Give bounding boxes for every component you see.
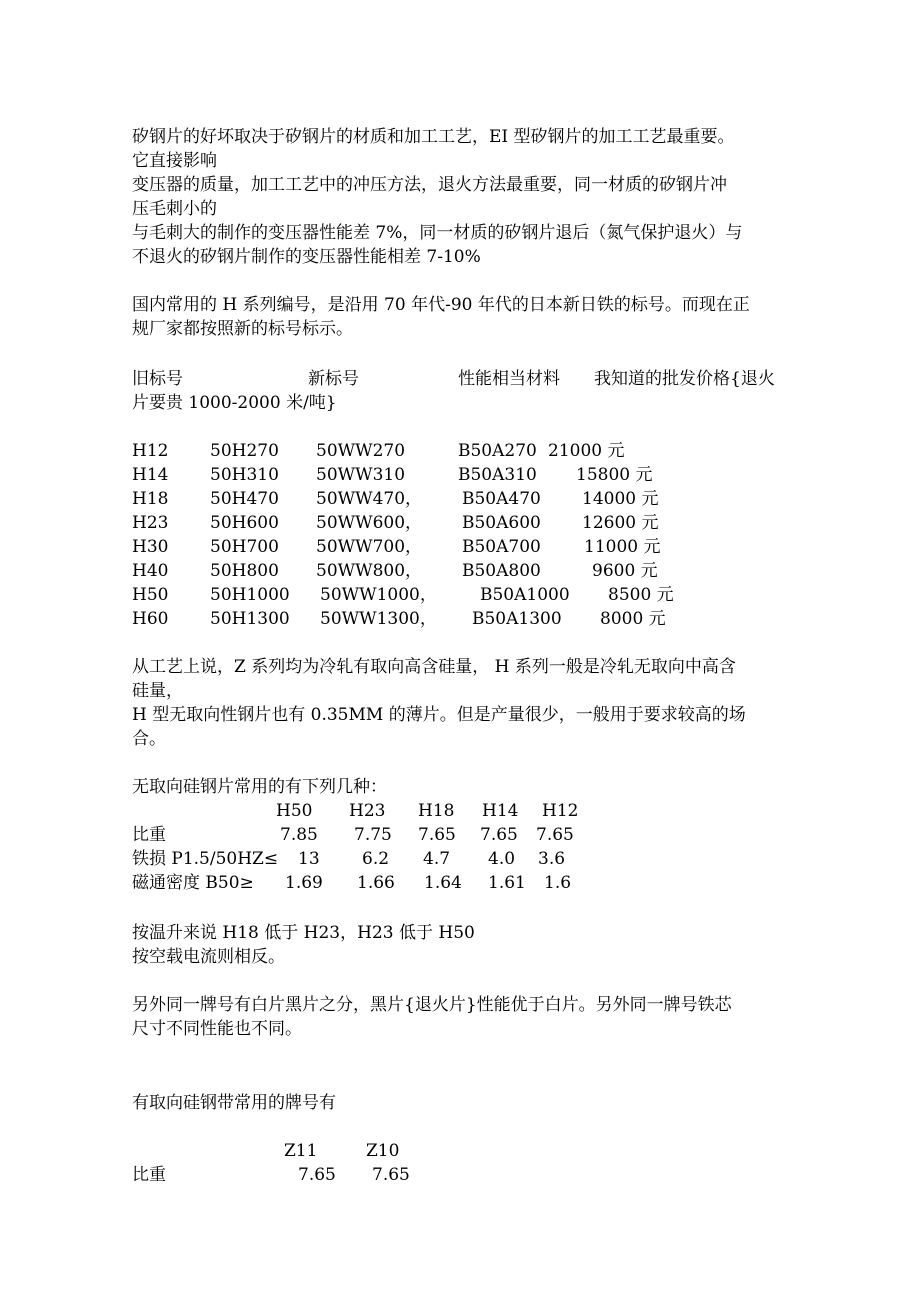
grade-row-4-price: 12600 元	[582, 513, 659, 533]
grade-row-4-old: H23	[132, 513, 169, 533]
paragraph-1-line-5: 与毛刺大的制作的变压器性能差 7%，同一材质的矽钢片退后（氮气保护退火）与	[132, 223, 743, 243]
grade-row-4-new: 50H600	[210, 513, 279, 533]
grade-row-3-material: B50A470	[462, 489, 541, 509]
oriented-title: 有取向硅钢带常用的牌号有	[132, 1093, 336, 1113]
oriented-row-value: 7.65	[298, 1165, 336, 1185]
grade-row-5-equivalent: 50WW700，	[316, 537, 423, 557]
paragraph-3-line-1: 从工艺上说，Z 系列均为冷轧有取向高含硅量， H 系列一般是冷轧无取向中高含	[132, 657, 736, 677]
grade-row-3-price: 14000 元	[582, 489, 659, 509]
nonoriented-header-1: H50	[276, 801, 313, 821]
nonoriented-row-value: 1.64	[424, 873, 462, 893]
nonoriented-row-value: 7.75	[354, 825, 392, 845]
nonoriented-row-value: 7.85	[280, 825, 318, 845]
grade-header-new: 新标号	[308, 369, 359, 389]
grade-row-2-equivalent: 50WW310	[316, 465, 406, 485]
nonoriented-row-value: 1.66	[357, 873, 395, 893]
paragraph-5-line-1: 另外同一牌号有白片黑片之分，黑片{退火片}性能优于白片。另外同一牌号铁芯	[132, 995, 732, 1015]
nonoriented-header-5: H12	[542, 801, 579, 821]
nonoriented-row-value: 7.65	[536, 825, 574, 845]
nonoriented-row-value: 3.6	[538, 849, 566, 869]
nonoriented-row-label: 铁损 P1.5/50HZ≤	[132, 849, 279, 869]
grade-row-8-material: B50A1300	[472, 609, 562, 629]
paragraph-2-line-1: 国内常用的 H 系列编号，是沿用 70 年代-90 年代的日本新日铁的标号。而现在正	[132, 295, 750, 315]
grade-row-1-old: H12	[132, 441, 169, 461]
grade-header-old: 旧标号	[132, 369, 183, 389]
grade-row-3-new: 50H470	[210, 489, 279, 509]
nonoriented-row-value: 13	[298, 849, 320, 869]
grade-row-5-material: B50A700	[462, 537, 541, 557]
paragraph-1-line-3: 变压器的质量，加工工艺中的冲压方法，退火方法最重要，同一材质的矽钢片冲	[132, 175, 727, 195]
oriented-header-2: Z10	[366, 1141, 400, 1161]
nonoriented-header-3: H18	[418, 801, 455, 821]
grade-row-6-new: 50H800	[210, 561, 279, 581]
paragraph-1-line-4: 压毛刺小的	[132, 199, 217, 219]
oriented-row-value: 7.65	[372, 1165, 410, 1185]
grade-row-1-equivalent: 50WW270	[316, 441, 406, 461]
grade-header-price-cont: 片要贵 1000-2000 米/吨}	[132, 393, 337, 413]
paragraph-2-line-2: 规厂家都按照新的标号标示。	[132, 319, 353, 339]
nonoriented-title: 无取向硅钢片常用的有下列几种：	[132, 777, 387, 797]
grade-row-7-price: 8500 元	[608, 585, 674, 605]
grade-row-1-material: B50A270	[458, 441, 537, 461]
grade-row-4-equivalent: 50WW600，	[316, 513, 423, 533]
nonoriented-row-label: 比重	[132, 825, 166, 845]
grade-row-3-equivalent: 50WW470，	[316, 489, 423, 509]
grade-row-6-price: 9600 元	[592, 561, 658, 581]
grade-row-8-old: H60	[132, 609, 169, 629]
nonoriented-row-value: 6.2	[362, 849, 390, 869]
paragraph-4-line-1: 按温升来说 H18 低于 H23，H23 低于 H50	[132, 923, 475, 943]
paragraph-1-line-2: 它直接影响	[132, 151, 217, 171]
grade-row-6-equivalent: 50WW800，	[316, 561, 423, 581]
nonoriented-row-value: 1.69	[285, 873, 323, 893]
grade-row-5-price: 11000 元	[584, 537, 661, 557]
oriented-header-1: Z11	[284, 1141, 318, 1161]
grade-row-2-material: B50A310	[458, 465, 537, 485]
paragraph-1-line-1: 矽钢片的好坏取决于矽钢片的材质和加工工艺，EI 型矽钢片的加工工艺最重要。	[132, 127, 735, 147]
grade-row-2-new: 50H310	[210, 465, 279, 485]
grade-row-3-old: H18	[132, 489, 169, 509]
nonoriented-row-value: 1.61	[488, 873, 526, 893]
grade-row-7-old: H50	[132, 585, 169, 605]
paragraph-4-line-2: 按空载电流则相反。	[132, 947, 285, 967]
grade-header-price: 我知道的批发价格{退火	[594, 369, 775, 389]
paragraph-3-line-3: H 型无取向性钢片也有 0.35MM 的薄片。但是产量很少，一般用于要求较高的场	[132, 705, 746, 725]
grade-row-1-new: 50H270	[210, 441, 279, 461]
nonoriented-row-value: 4.0	[488, 849, 516, 869]
grade-row-8-equivalent: 50WW1300，	[320, 609, 437, 629]
nonoriented-header-2: H23	[349, 801, 386, 821]
oriented-row-label: 比重	[132, 1165, 166, 1185]
grade-row-7-material: B50A1000	[480, 585, 570, 605]
grade-row-5-old: H30	[132, 537, 169, 557]
grade-row-8-new: 50H1300	[210, 609, 290, 629]
grade-row-2-price: 15800 元	[576, 465, 653, 485]
paragraph-1-line-6: 不退火的矽钢片制作的变压器性能相差 7-10%	[132, 247, 481, 267]
grade-row-7-new: 50H1000	[210, 585, 290, 605]
grade-row-2-old: H14	[132, 465, 169, 485]
nonoriented-header-4: H14	[482, 801, 519, 821]
grade-row-5-new: 50H700	[210, 537, 279, 557]
nonoriented-row-label: 磁通密度 B50≥	[132, 873, 254, 893]
paragraph-5-line-2: 尺寸不同性能也不同。	[132, 1019, 302, 1039]
nonoriented-row-value: 7.65	[418, 825, 456, 845]
grade-row-1-price: 21000 元	[548, 441, 625, 461]
nonoriented-row-value: 1.6	[544, 873, 572, 893]
grade-row-6-material: B50A800	[462, 561, 541, 581]
paragraph-3-line-2: 硅量，	[132, 681, 183, 701]
grade-row-7-equivalent: 50WW1000，	[320, 585, 437, 605]
grade-row-8-price: 8000 元	[600, 609, 666, 629]
grade-header-equivalent: 性能相当材料	[458, 369, 560, 389]
grade-row-6-old: H40	[132, 561, 169, 581]
paragraph-3-line-4: 合。	[132, 729, 166, 749]
nonoriented-row-value: 7.65	[480, 825, 518, 845]
nonoriented-row-value: 4.7	[423, 849, 451, 869]
grade-row-4-material: B50A600	[462, 513, 541, 533]
